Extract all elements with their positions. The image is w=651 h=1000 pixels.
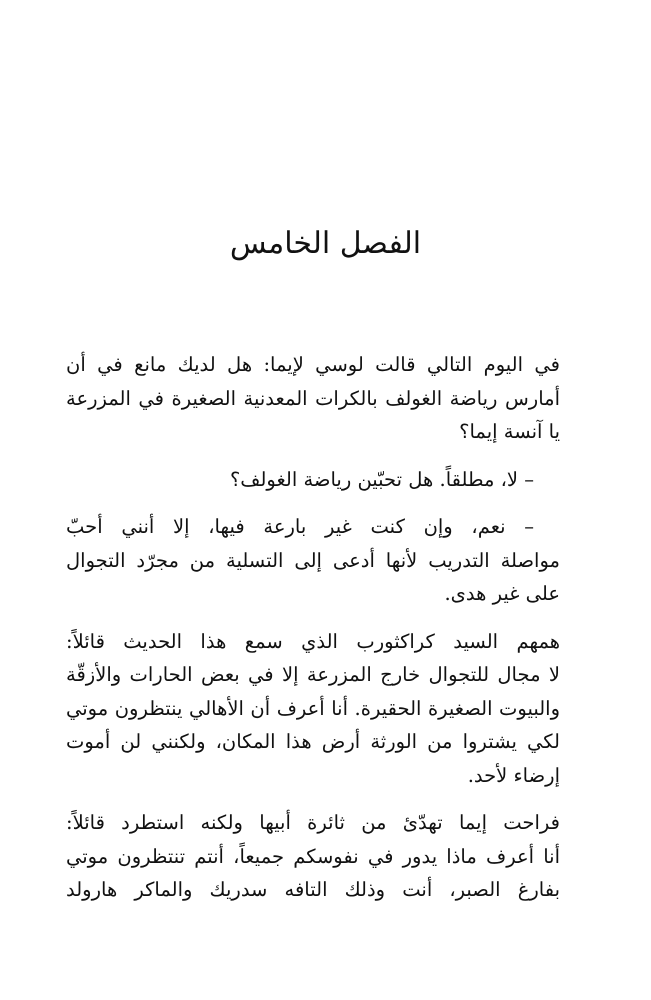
- text-line: والبيوت الصغيرة الحقيرة. أنا أعرف أن الأهالي ينتظرون موتي: [66, 696, 560, 720]
- text-line: أمارس رياضة الغولف بالكرات المعدنية الصغيرة في المزرعة: [66, 386, 560, 410]
- text-line: لا مجال للتجوال خارج المزرعة إلا في بعض الحارات والأزقّة: [66, 663, 560, 686]
- text-line: يا آنسة إيما؟: [459, 420, 560, 443]
- text-line: في اليوم التالي قالت لوسي لإيما: هل لديك مانع في أن: [66, 353, 560, 376]
- paragraph: [66, 806, 586, 907]
- text-line: إرضاء لأحد.: [467, 763, 560, 787]
- chapter-title: الفصل الخامس: [229, 226, 422, 261]
- paragraph: [66, 510, 586, 611]
- text-line: على غير هدى.: [444, 582, 560, 605]
- body-text: [66, 348, 586, 921]
- text-line: لكي يشتروا من الورثة أرض هذا المكان، ولكنني لن أموت: [66, 730, 560, 753]
- text-line: – لا، مطلقاً. هل تحبّين رياضة الغولف؟: [229, 467, 534, 491]
- paragraph: [66, 625, 586, 793]
- text-line: مواصلة التدريب لأنها أدعى إلى التسلية من مجرّد التجوال: [66, 548, 560, 572]
- text-line: بفارغ الصبر، أنت وذلك التافه سدريك والماكر هارولد: [66, 878, 560, 901]
- text-line: أنا أعرف ماذا يدور في نفوسكم جميعاً، أنتم تنتظرون موتي: [66, 844, 560, 868]
- text-line: همهم السيد كراكثورب الذي سمع هذا الحديث قائلاً:: [66, 629, 560, 653]
- text-line: – نعم، وإن كنت غير بارعة فيها، إلا أنني أحبّ: [66, 515, 534, 538]
- text-line: فراحت إيما تهدّئ من ثائرة أبيها ولكنه استطرد قائلاً:: [66, 811, 560, 834]
- paragraph: [66, 463, 586, 497]
- paragraph: [66, 348, 586, 449]
